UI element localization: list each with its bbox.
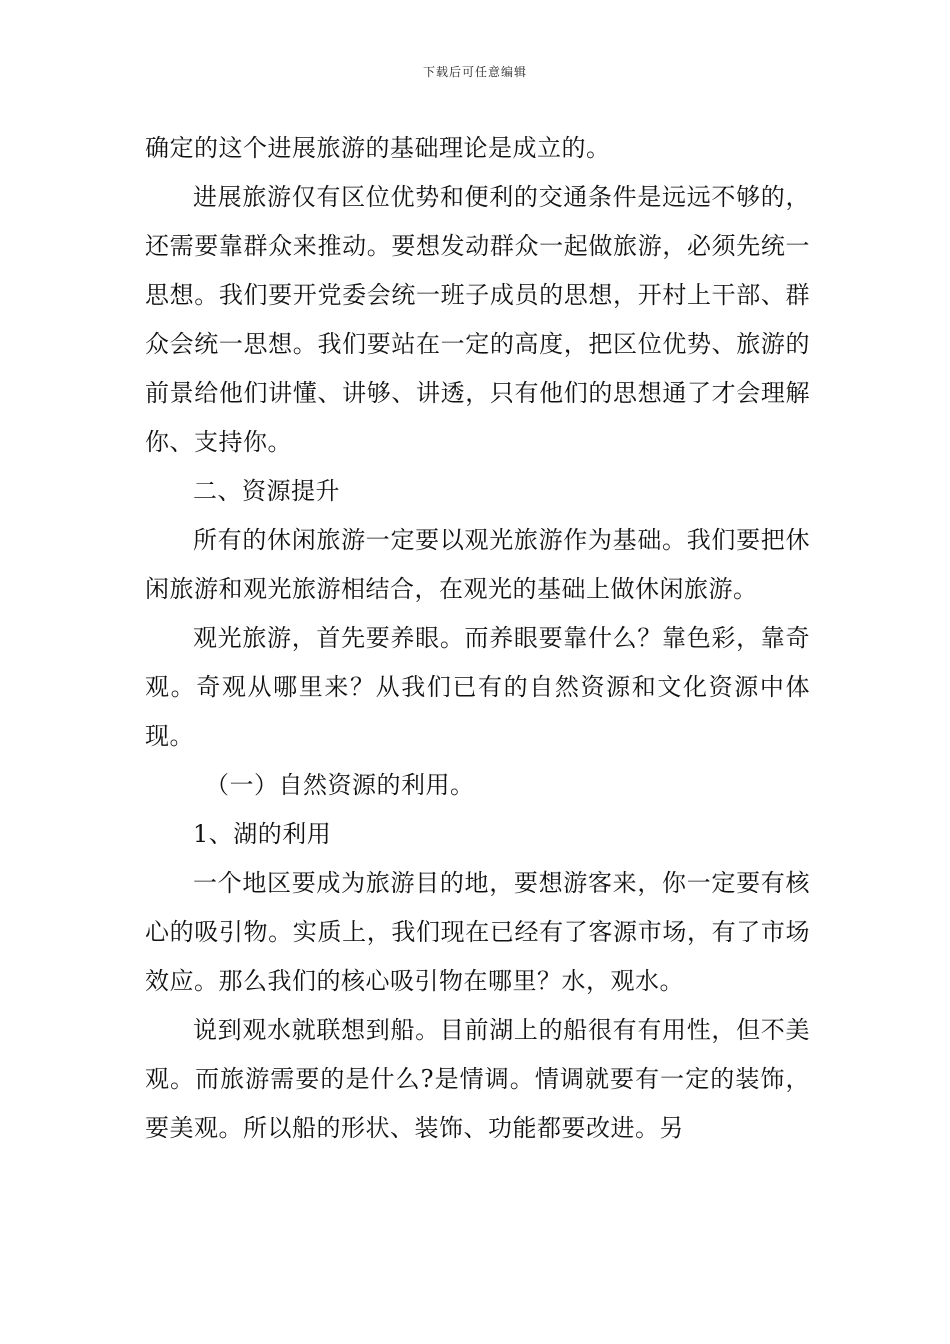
document-body <box>145 124 810 1153</box>
page-header: 下载后可任意编辑 <box>422 65 527 79</box>
item-heading: 1、湖的利用 <box>193 820 332 848</box>
paragraph-body: 一个地区要成为旅游目的地，要想游客来，你一定要有核心的吸引物。实质上，我们现在已经有了客源市场，有了市场效应。那么我们的核心吸引物在哪里？水，观水。 <box>145 869 810 995</box>
paragraph-body: 说到观水就联想到船。目前湖上的船很有有用性，但不美观。而旅游需要的是什么?是情调。情调就要有一定的装饰，要美观。所以船的形状、装饰、功能都要改进。另 <box>145 1016 810 1142</box>
paragraph-body: 观光旅游，首先要养眼。而养眼要靠什么？靠色彩，靠奇观。奇观从哪里来？从我们已有的自然资源和文化资源中体现。 <box>145 624 810 750</box>
section-heading: 二、资源提升 <box>193 477 340 505</box>
subsection-heading: （一）自然资源的利用。 <box>205 771 475 799</box>
paragraph-body: 进展旅游仅有区位优势和便利的交通条件是远远不够的，还需要靠群众来推动。要想发动群众一起做旅游，必须先统一思想。我们要开党委会统一班子成员的思想，开村上干部、群众会统一思想。我们要站在一定的高度，把区位优势、旅游的前景给他们讲懂、讲够、讲透，只有他们的思想通了才会理解你、支持你。 <box>145 183 810 456</box>
paragraph-continuation: 确定的这个进展旅游的基础理论是成立的。 <box>145 134 611 162</box>
paragraph-body: 所有的休闲旅游一定要以观光旅游作为基础。我们要把休闲旅游和观光旅游相结合，在观光的基础上做休闲旅游。 <box>145 526 810 603</box>
